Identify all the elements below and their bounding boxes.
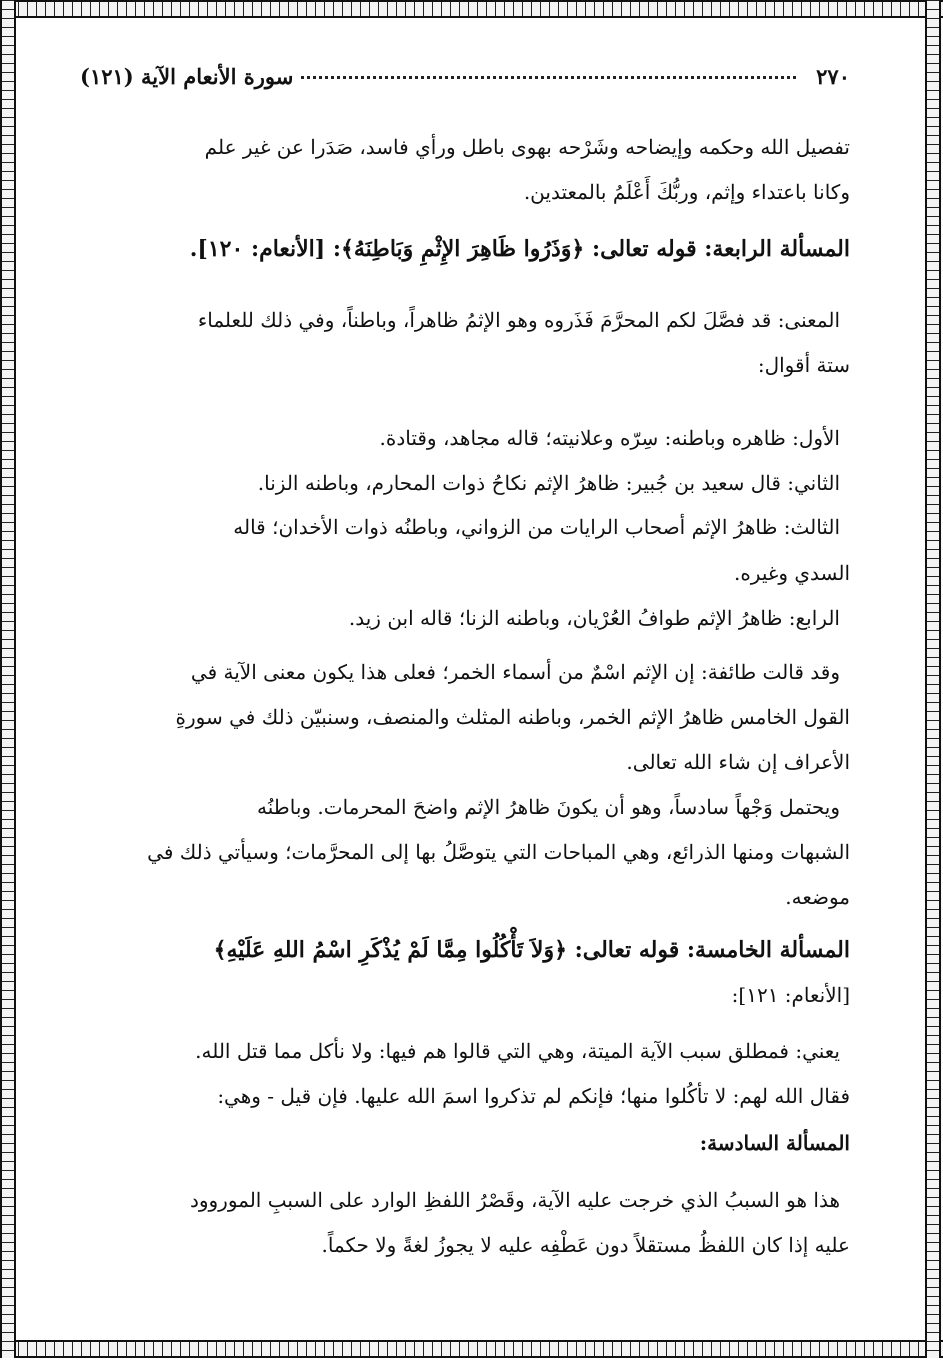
text-line: موضعه. xyxy=(785,885,850,909)
text-line: ويحتمل وَجْهاً سادساً، وهو أن يكونَ ظاهرُ الإثم واضحَ المحرمات. وباطنُه xyxy=(257,795,840,819)
text-line: [الأنعام: ١٢١]: xyxy=(731,983,850,1007)
header-title: سورة الأنعام الآية (١٢١) xyxy=(80,63,294,89)
text-line: القول الخامس ظاهرُ الإثم الخمر، وباطنه المثلث والمنصف، وسنبيّن ذلك في سورةِ xyxy=(175,705,850,729)
text-line: السدي وغيره. xyxy=(733,561,850,585)
text-line: هذا هو السببُ الذي خرجت عليه الآية، وقَصْرُ اللفظِ الوارد على السببِ الموروود xyxy=(189,1188,840,1212)
text-line: عليه إذا كان اللفظُ مستقلاً دون عَطْفِه عليه لا يجوزُ لغةً ولا حكماً. xyxy=(321,1233,850,1257)
text-line: الشبهات ومنها الذرائع، وهي المباحات التي يتوصَّلُ بها إلى المحرَّمات؛ وسيأتي ذلك في xyxy=(147,840,850,864)
section-heading-4: المسألة الرابعة: قوله تعالى: ﴿وَذَرُوا ظَاهِرَ الإِثْمِ وَبَاطِنَهُ﴾: [الأنعام: ١٢٠]. xyxy=(189,236,850,262)
ornamental-border-bottom xyxy=(0,1340,943,1358)
section-heading-5: المسألة الخامسة: قوله تعالى: ﴿وَلاَ تَأْكُلُوا مِمَّا لَمْ يُذْكَرِ اسْمُ اللهِ عَلَيْهِ﴾ xyxy=(213,937,850,963)
text-line: تفصيل الله وحكمه وإيضاحه وشَرْحه بهوى باطل ورأي فاسد، صَدَرا عن غير علم xyxy=(204,135,850,159)
text-line: وكانا باعتداء وإثم، وربُّكَ أَعْلَمُ بالمعتدين. xyxy=(523,180,850,204)
text-line: الأعراف إن شاء الله تعالى. xyxy=(626,750,850,774)
header-leader-dots xyxy=(301,74,796,79)
ornamental-border-right xyxy=(925,0,941,1358)
text-line: الثاني: قال سعيد بن جُبير: ظاهرُ الإثم نكاحُ ذوات المحارم، وباطنه الزنا. xyxy=(257,471,840,495)
text-line: وقد قالت طائفة: إن الإثم اسْمٌ من أسماء الخمر؛ فعلى هذا يكون معنى الآية في xyxy=(190,660,840,684)
ornamental-border-top xyxy=(0,0,943,18)
running-header xyxy=(80,58,850,94)
book-page xyxy=(80,40,850,1330)
ornamental-border-left xyxy=(0,0,16,1358)
text-line: فقال الله لهم: لا تأكُلوا منها؛ فإنكم لم تذكروا اسمَ الله عليها. فإن قيل - وهي: xyxy=(217,1084,850,1108)
text-line: الأول: ظاهره وباطنه: سِرّه وعلانيته؛ قاله مجاهد، وقتادة. xyxy=(379,426,840,450)
text-line: الرابع: ظاهرُ الإثم طوافُ العُرْيان، وباطنه الزنا؛ قاله ابن زيد. xyxy=(348,606,840,630)
section-heading-6: المسألة السادسة: xyxy=(699,1131,850,1155)
page-number: ٢٧٠ xyxy=(816,63,850,89)
text-line: المعنى: قد فصَّلَ لكم المحرَّمَ فَذَروه وهو الإثمُ ظاهراً، وباطناً، وفي ذلك للعلماء xyxy=(197,308,840,332)
text-line: ستة أقوال: xyxy=(757,353,850,377)
text-line: يعني: فمطلق سبب الآية الميتة، وهي التي قالوا هم فيها: ولا نأكل مما قتل الله. xyxy=(195,1039,840,1063)
text-line: الثالث: ظاهرُ الإثم أصحاب الرايات من الزواني، وباطنُه ذوات الأخدان؛ قاله xyxy=(233,515,840,539)
